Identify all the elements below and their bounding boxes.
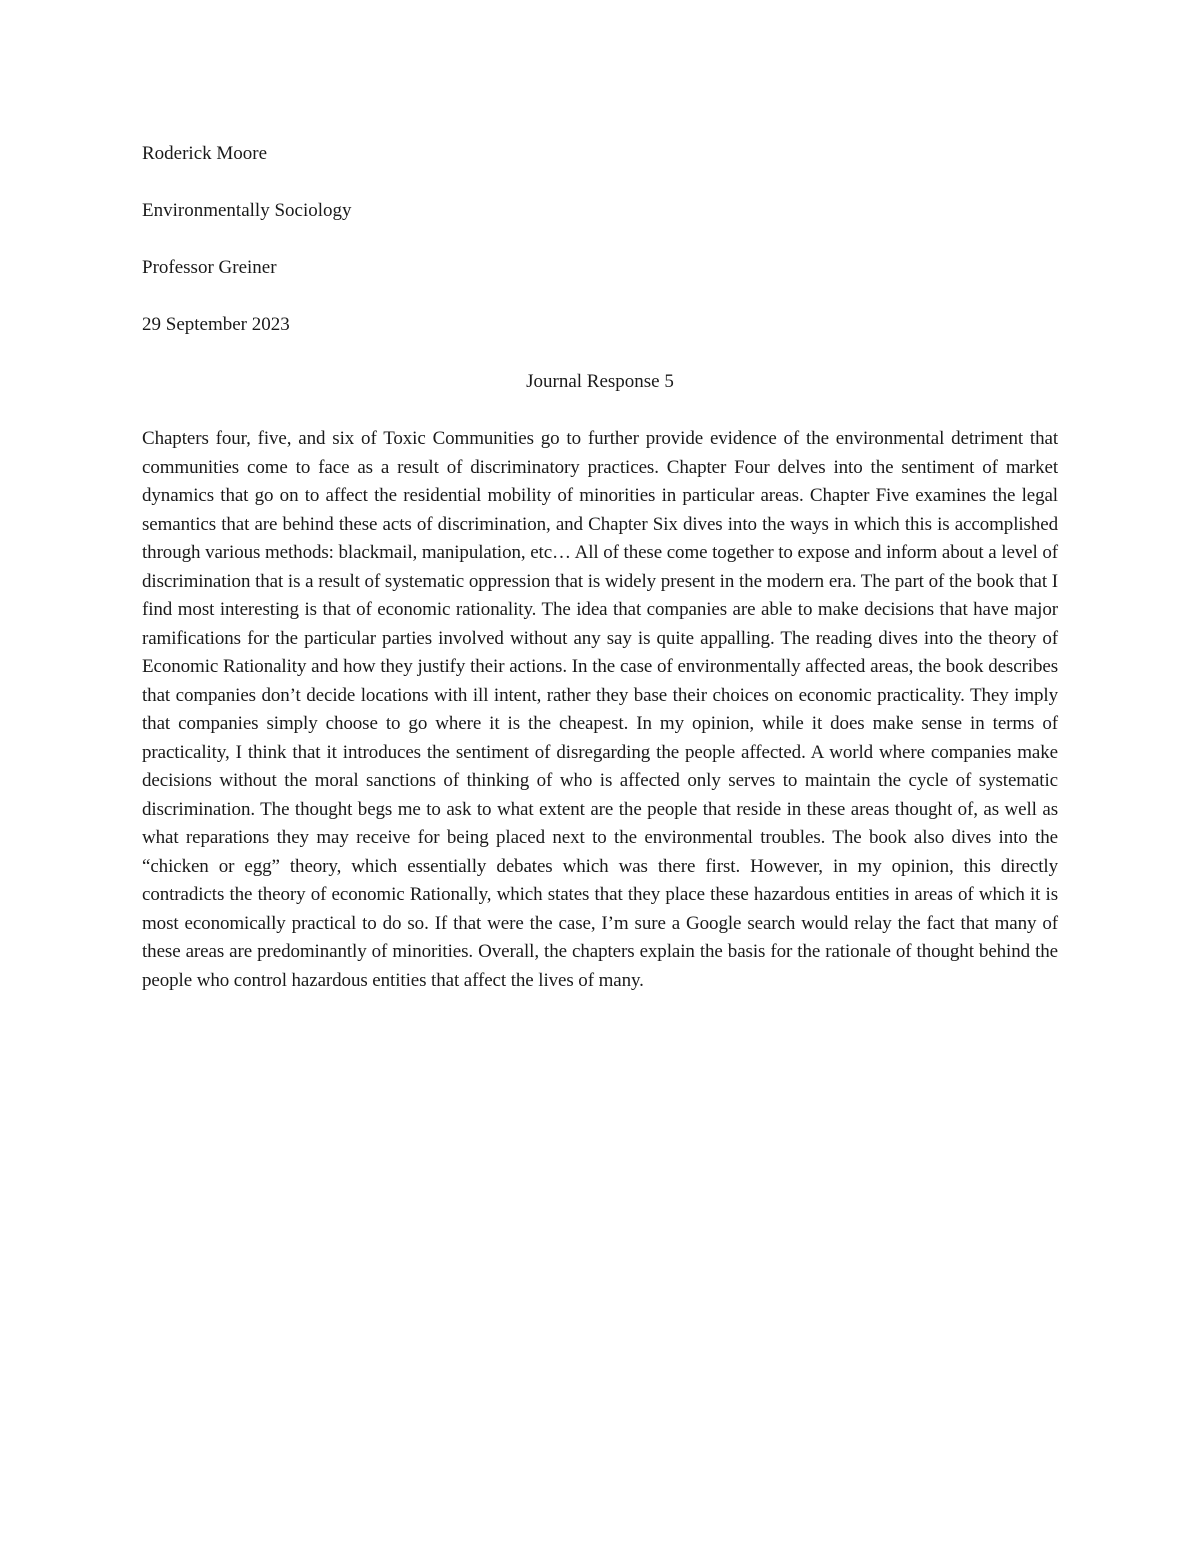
document-title: Journal Response 5 xyxy=(526,371,674,392)
course-name: Environmentally Sociology xyxy=(142,200,352,221)
submission-date: 29 September 2023 xyxy=(142,314,290,335)
author-name: Roderick Moore xyxy=(142,143,268,164)
professor-name: Professor Greiner xyxy=(142,257,277,278)
body-paragraph: Chapters four, five, and six of Toxic Communities go to further provide evidence of the environmental detriment that communities come to face as a result of discriminatory practices. Chapter Four delves into the sentiment of market dynamics that go on to affect the residential mobility of minorities in particular areas. Chapter Five examines the legal semantics that are behind these acts of discrimination, and Chapter Six dives into the ways in which this is accomplished through various methods: blackmail, manipulation, etc… All of these come together to expose and inform about a level of discrimination that is a result of systematic oppression that is widely present in the modern era. The part of the book that I find most interesting is that of economic rationality. The idea that companies are able to make decisions that have major ramifications for the particular parties involved without any say is quite appalling. The reading dives into the theory of Economic Rationality and how they justify their actions. In the case of environmentally affected areas, the book describes that companies don’t decide locations with ill intent, rather they base their choices on economic practicality. They imply that companies simply choose to go where it is the cheapest. In my opinion, while it does make sense in terms of practicality, I think that it introduces the sentiment of disregarding the people affected. A world where companies make decisions without the moral sanctions of thinking of who is affected only serves to maintain the cycle of systematic discrimination. The thought begs me to ask to what extent are the people that reside in these areas thought of, as well as what reparations they may receive for being placed next to the environmental troubles. The book also dives into the “chicken or egg” theory, which essentially debates which was there first. However, in my opinion, this directly contradicts the theory of economic Rationally, which states that they place these hazardous entities in areas of which it is most economically practical to do so. If that were the case, I’m sure a Google search would relay the fact that many of these areas are predominantly of minorities. Overall, the chapters explain the basis for the rationale of thought behind the people who control hazardous entities that affect the lives of many. xyxy=(142,428,1058,991)
